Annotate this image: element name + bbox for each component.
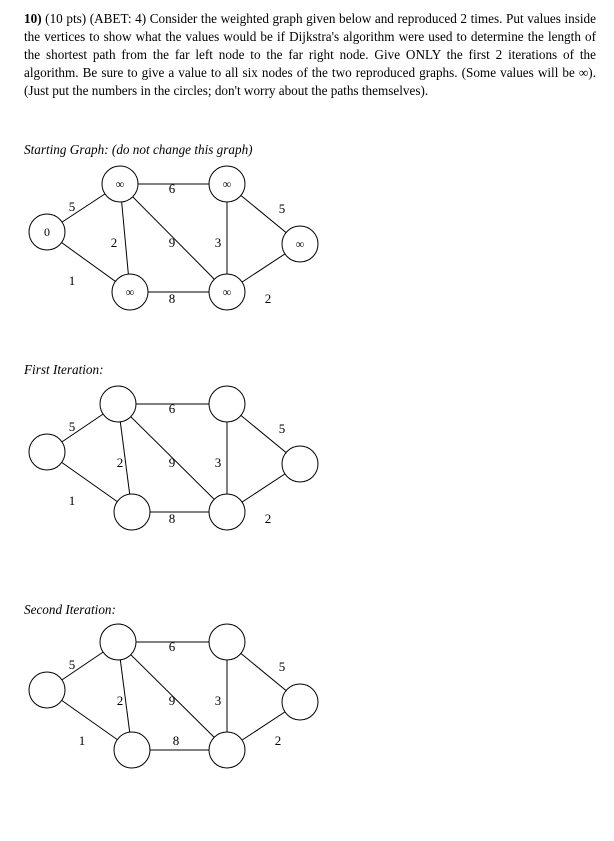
starting-graph-caption: Starting Graph: (do not change this graph) (24, 142, 253, 157)
vertex-circle[interactable] (114, 494, 150, 530)
edge-weight: 1 (78, 732, 86, 748)
edge-weight: 6 (168, 180, 176, 196)
edge-weight: 6 (168, 638, 176, 654)
edge-weight: 3 (214, 692, 222, 708)
vertex-circle[interactable] (282, 446, 318, 482)
starting-graph (0, 160, 614, 310)
edge-weight: 1 (68, 272, 76, 288)
vertex-value: ∞ (222, 284, 232, 299)
vertex-value: 0 (44, 224, 50, 239)
edge-weight: 9 (168, 454, 176, 470)
edge-weight: 8 (172, 732, 180, 748)
vertex-circle[interactable] (282, 684, 318, 720)
first-iteration-graph (0, 380, 614, 530)
edge-weight: 6 (168, 400, 176, 416)
vertex-value: ∞ (115, 176, 125, 191)
vertex-value: ∞ (222, 176, 232, 191)
question-number: 10) (24, 11, 42, 26)
edge-weight: 2 (264, 510, 272, 526)
edge-weight: 8 (168, 290, 176, 306)
edge-weight: 3 (214, 454, 222, 470)
edge-weight: 9 (168, 692, 176, 708)
vertex-value: ∞ (295, 236, 305, 251)
edge-weight: 2 (110, 234, 118, 250)
vertex-value: ∞ (125, 284, 135, 299)
edge-weight: 2 (274, 732, 282, 748)
edge-weight: 2 (116, 454, 124, 470)
first-iteration-caption: First Iteration: (24, 362, 104, 377)
vertex-circle[interactable] (100, 386, 136, 422)
edge-weight: 8 (168, 510, 176, 526)
vertex-circle[interactable] (29, 434, 65, 470)
vertex-circle[interactable] (209, 732, 245, 768)
edge-weight: 5 (278, 200, 286, 216)
edge-weight: 3 (214, 234, 222, 250)
question-text (24, 10, 596, 100)
second-iteration-caption: Second Iteration: (24, 602, 116, 617)
second-iteration-graph (0, 618, 614, 768)
edge-weight: 2 (116, 692, 124, 708)
vertex-circle[interactable] (114, 732, 150, 768)
edge-weight: 5 (278, 658, 286, 674)
vertex-circle[interactable] (209, 386, 245, 422)
edge-weight: 9 (168, 234, 176, 250)
vertex-circle[interactable] (29, 672, 65, 708)
vertex-circle[interactable] (209, 624, 245, 660)
edge-weight: 1 (68, 492, 76, 508)
edge-weight: 2 (264, 290, 272, 306)
edge-weight: 5 (68, 198, 76, 214)
question-body: (10 pts) (ABET: 4) Consider the weighted graph given below and reproduced 2 times. Put values inside the vertices to show what the values would be if Dijkstra's algorithm were used to determine the length of the shortest path from the far left node to the far right node. Give ONLY the first 2 iterations of the algorithm. Be sure to give a value to all six nodes of the two reproduced graphs. (Some values will be ∞). (Just put the numbers in the circles; don't worry about the paths themselves). (24, 11, 596, 98)
vertex-circle[interactable] (100, 624, 136, 660)
edge-weight: 5 (68, 418, 76, 434)
edge-weight: 5 (68, 656, 76, 672)
edge-weight: 5 (278, 420, 286, 436)
vertex-circle[interactable] (209, 494, 245, 530)
